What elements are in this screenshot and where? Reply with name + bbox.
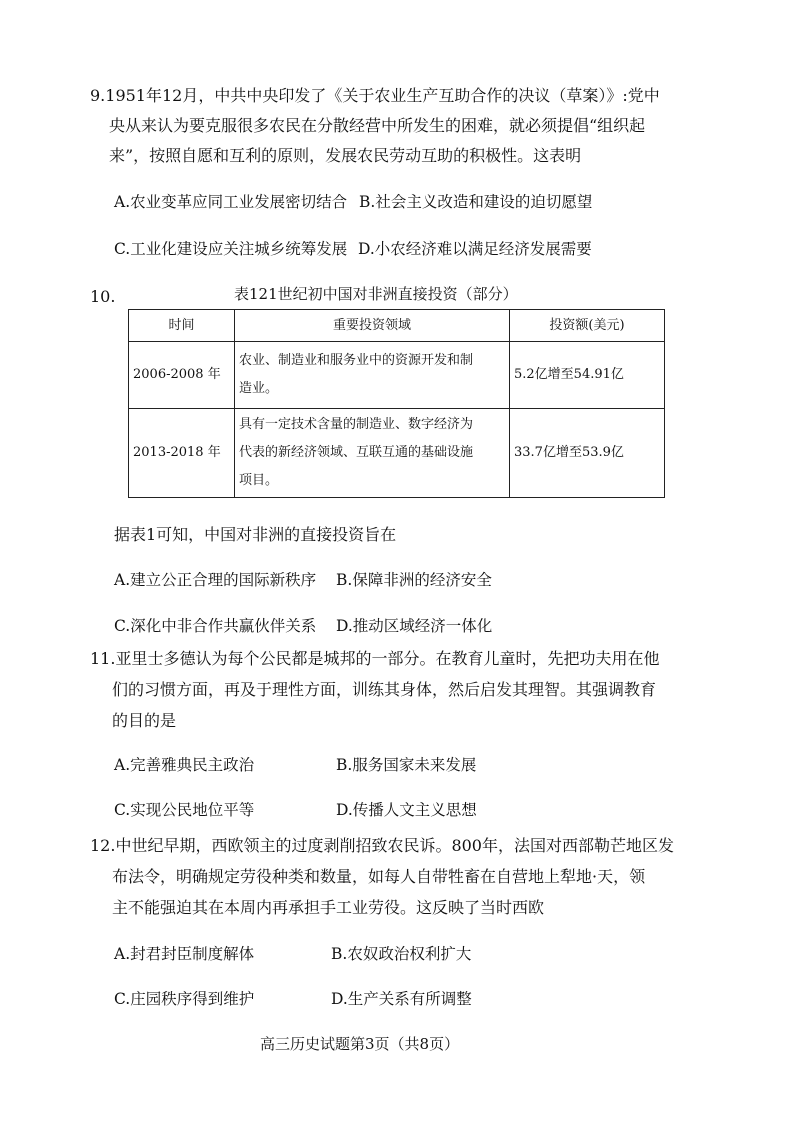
q11-option-d: D.传播人文主义思想 xyxy=(336,801,477,819)
q9-option-b: B.社会主义改造和建设的迫切愿望 xyxy=(359,193,593,211)
q11-line-3: 的目的是 xyxy=(112,711,177,730)
q9-option-a: A.农业变革应同工业发展密切结合 xyxy=(114,193,348,211)
row-2-field-line-3: 项目。 xyxy=(239,473,279,488)
table-caption: 表121世纪初中国对非洲直接投资（部分） xyxy=(234,285,518,303)
page-footer: 高三历史试题第3页（共8页） xyxy=(260,1035,460,1053)
row-2-amount: 33.7亿增至53.9亿 xyxy=(510,409,665,498)
q11-option-a: A.完善雅典民主政治 xyxy=(114,756,255,774)
q11-line-1: 11.亚里士多德认为每个公民都是城邦的一部分。在教育儿童时，先把功夫用在他 xyxy=(90,649,660,668)
q10-stem: 据表1可知，中国对非洲的直接投资旨在 xyxy=(114,525,397,544)
q10-option-b: B.保障非洲的经济安全 xyxy=(336,571,492,589)
q11-option-b: B.服务国家未来发展 xyxy=(336,756,477,774)
investment-table xyxy=(128,309,665,498)
q10-option-a: A.建立公正合理的国际新秩序 xyxy=(114,571,317,589)
q12-line-3: 主不能强迫其在本周内再承担手工业劳役。这反映了当时西欧 xyxy=(112,898,545,917)
header-field: 重要投资领域 xyxy=(235,310,510,342)
row-2-field-line-1: 具有一定技术含量的制造业、数字经济为 xyxy=(239,417,474,432)
q12-option-c: C.庄园秩序得到维护 xyxy=(114,990,255,1008)
q12-option-a: A.封君封臣制度解体 xyxy=(114,945,255,963)
row-1-field-line-2: 造业。 xyxy=(239,381,279,396)
table-row xyxy=(129,342,665,409)
q12-line-2: 布法令，明确规定劳役种类和数量，如每人自带牲畜在自营地上犁地·天，领 xyxy=(112,867,646,886)
q11-line-2: 们的习惯方面，再及于理性方面，训练其身体，然后启发其理智。其强调教育 xyxy=(112,680,657,699)
q10-option-c: C.深化中非合作共赢伙伴关系 xyxy=(114,617,317,635)
row-1-period: 2006-2008 年 xyxy=(129,342,235,409)
q10-option-d: D.推动区域经济一体化 xyxy=(336,617,493,635)
row-1-field-line-1: 农业、制造业和服务业中的资源开发和制 xyxy=(239,353,474,368)
row-2-period: 2013-2018 年 xyxy=(129,409,235,498)
q9-line-2: 央从来认为要克服很多农民在分散经营中所发生的困难，就必须提倡“组织起 xyxy=(109,116,646,135)
q9-line-3: 来”，按照自愿和互利的原则，发展农民劳动互助的积极性。这表明 xyxy=(109,146,582,165)
row-2-field-line-2: 代表的新经济领域、互联互通的基础设施 xyxy=(239,445,474,460)
q12-option-d: D.生产关系有所调整 xyxy=(331,990,472,1008)
q11-option-c: C.实现公民地位平等 xyxy=(114,801,255,819)
row-1-field xyxy=(235,342,510,409)
q9-option-d: D.小农经济难以满足经济发展需要 xyxy=(358,240,592,258)
q12-line-1: 12.中世纪早期，西欧领主的过度剥削招致农民诉。800年，法国对西部勒芒地区发 xyxy=(90,836,674,855)
q9-option-c: C.工业化建设应关注城乡统筹发展 xyxy=(114,240,348,258)
header-time: 时间 xyxy=(129,310,235,342)
q10-number: 10. xyxy=(90,287,116,306)
row-2-field xyxy=(235,409,510,498)
table-header-row xyxy=(129,310,665,342)
table-row xyxy=(129,409,665,498)
q12-option-b: B.农奴政治权利扩大 xyxy=(331,945,472,963)
header-amount: 投资额(美元) xyxy=(510,310,665,342)
q9-line-1: 9.1951年12月，中共中央印发了《关于农业生产互助合作的决议（草案）》:党中 xyxy=(90,86,660,105)
row-1-amount: 5.2亿增至54.91亿 xyxy=(510,342,665,409)
